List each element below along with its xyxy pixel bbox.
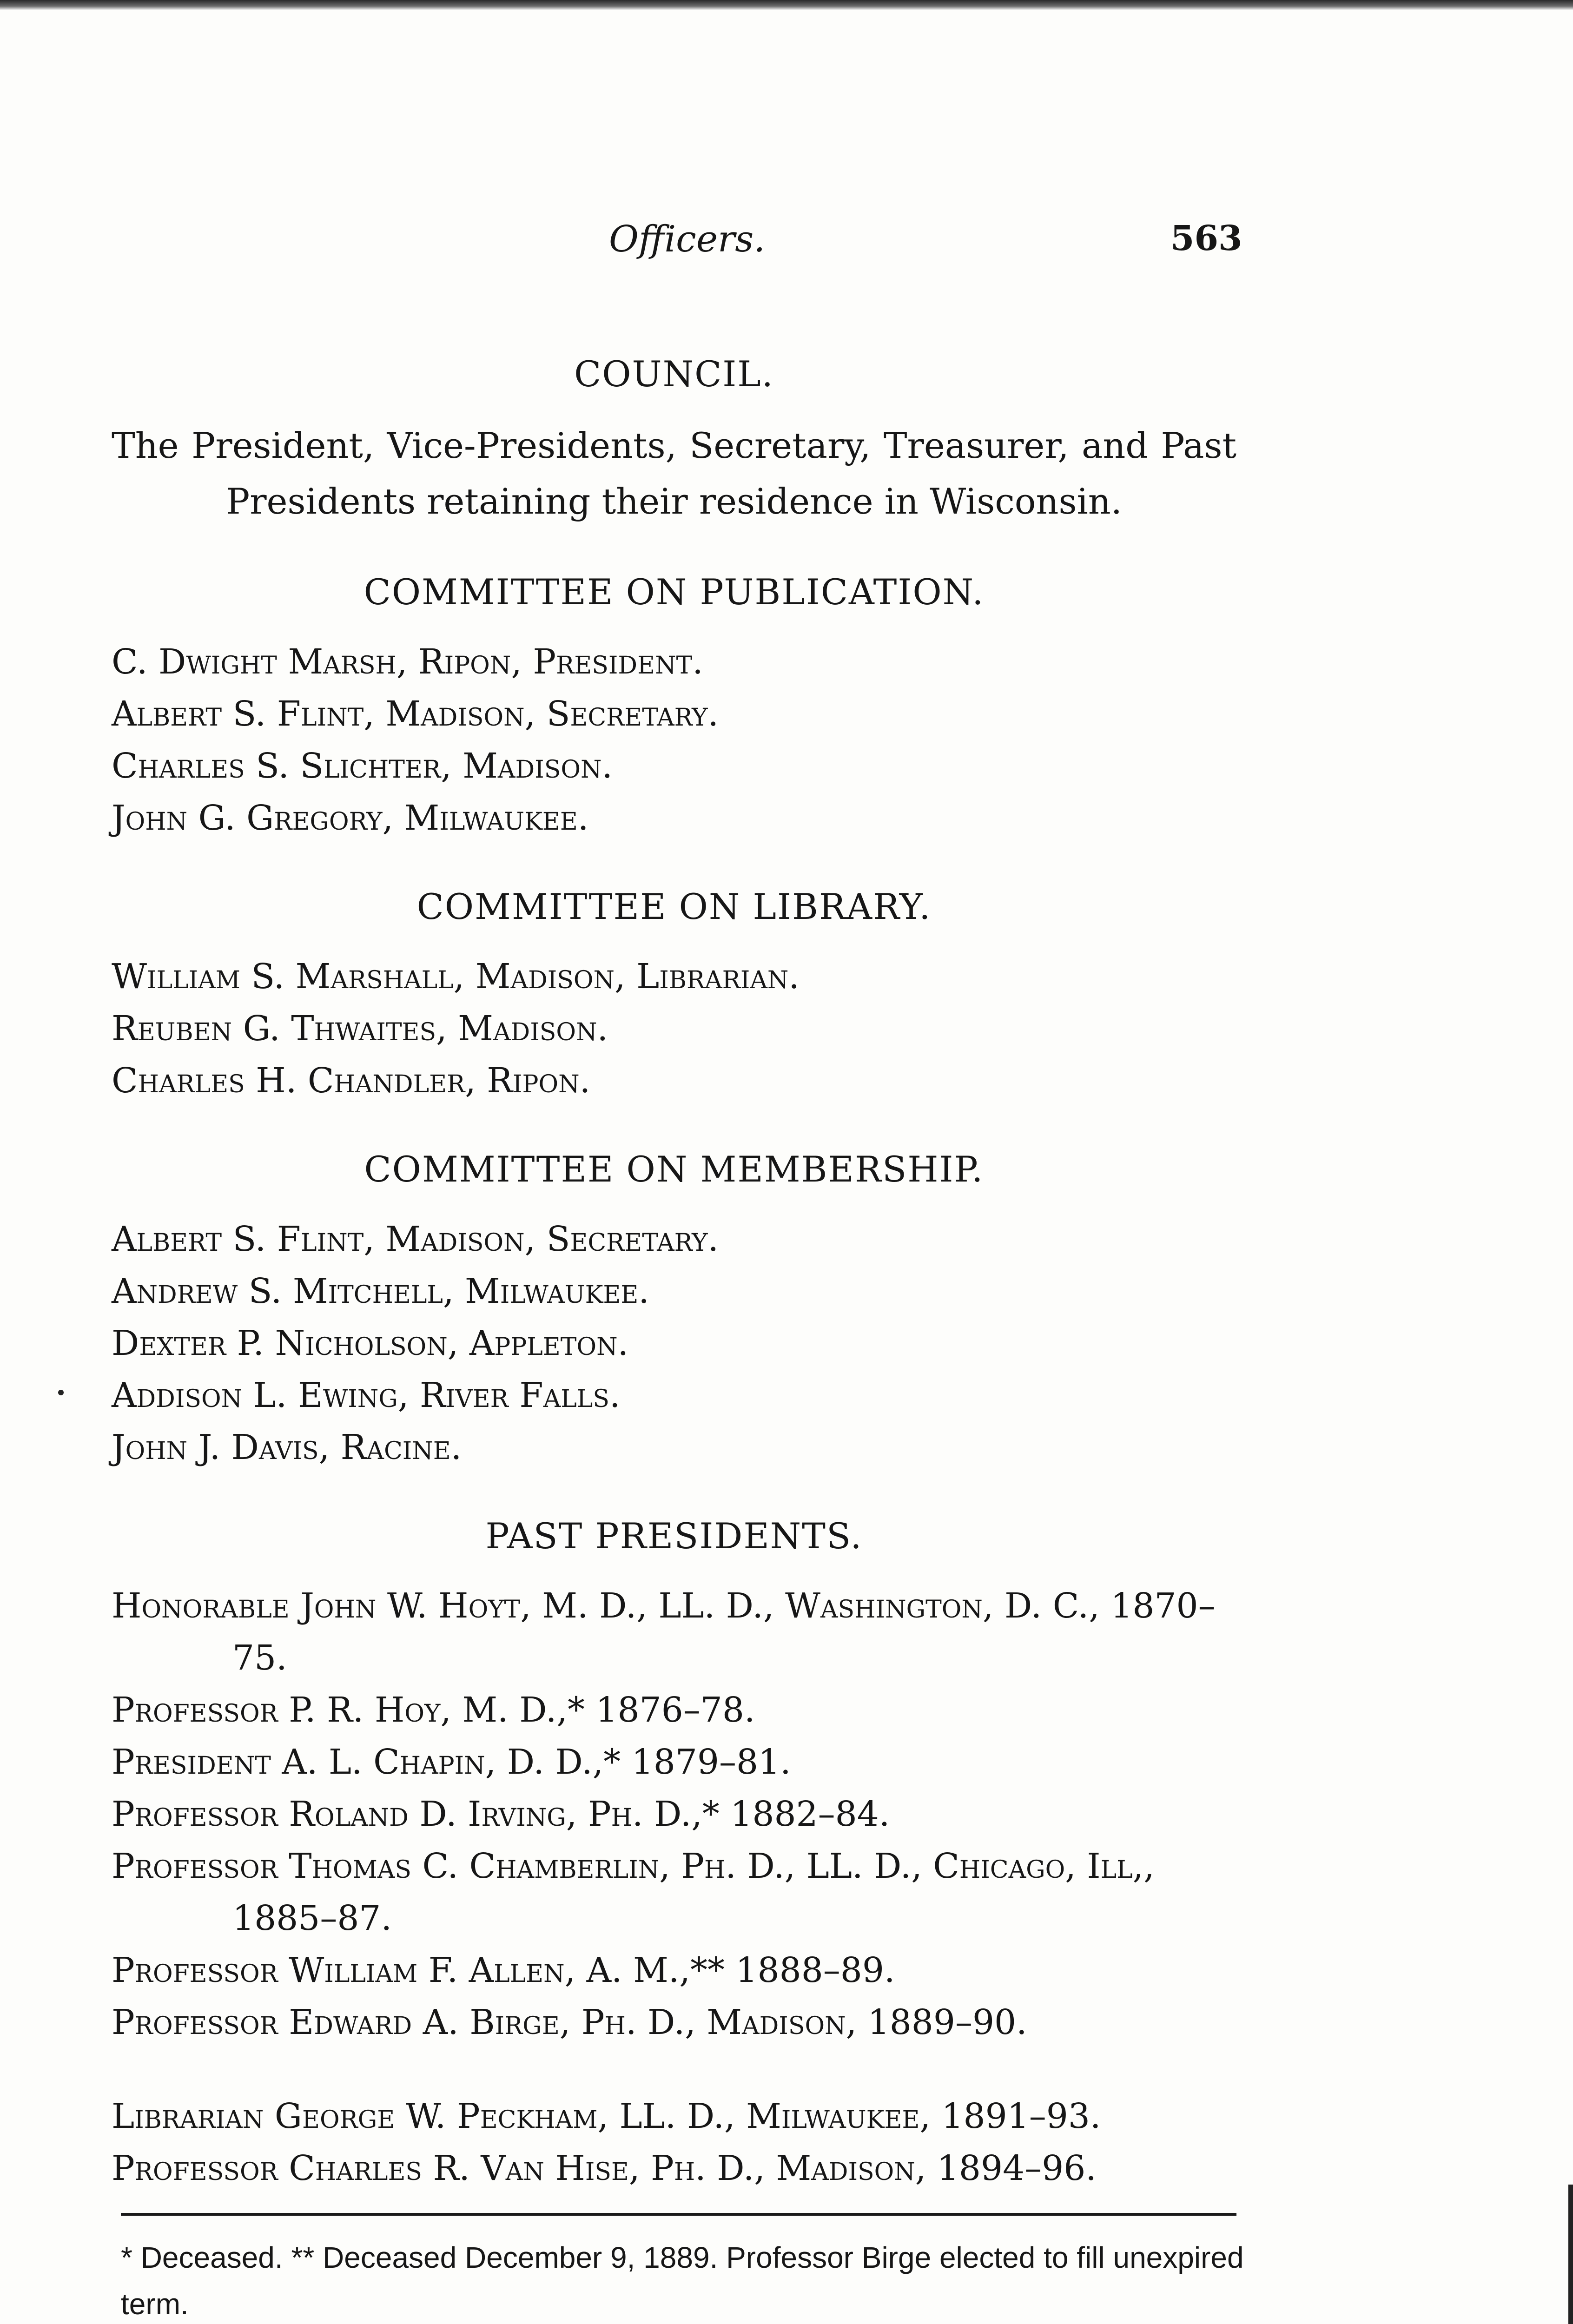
past-presidents-section (112, 1515, 1236, 2194)
past-president-entry: Librarian George W. Peckham, LL. D., Milwaukee, 1891–93. (112, 2096, 1101, 2136)
library-member: Reuben G. Thwaites, Madison. (112, 1009, 608, 1049)
council-section (112, 353, 1236, 529)
council-text: The President, Vice-Presidents, Secretary, Treasurer, and Past Presidents retaining their residence in Wisconsin. (112, 425, 1236, 522)
page-content (112, 353, 1244, 2324)
footnote-rule (121, 2213, 1236, 2216)
membership-member: Dexter P. Nicholson, Appleton. (112, 1323, 629, 1363)
scan-edge (0, 0, 1573, 10)
past-president-entry: President A. L. Chapin, D. D.,* 1879–81. (112, 1742, 791, 1782)
council-heading: COUNCIL. (574, 353, 774, 395)
publication-heading: COMMITTEE ON PUBLICATION. (364, 571, 985, 613)
past-president-entry: Professor Roland D. Irving, Ph. D.,* 1882–84. (112, 1794, 890, 1834)
page-number: 563 (1170, 218, 1243, 258)
past-president-entry: Professor William F. Allen, A. M.,** 1888–89. (112, 1950, 895, 1990)
past-president-entry: Professor Thomas C. Chamberlin, Ph. D., LL. D., Chicago, Ill,, 1885–87. (112, 1846, 1155, 1938)
past-presidents-heading: PAST PRESIDENTS. (485, 1515, 863, 1557)
membership-member: John J. Davis, Racine. (112, 1427, 462, 1467)
running-title: Officers. (609, 218, 766, 260)
past-president-entry: Honorable John W. Hoyt, M. D., LL. D., Washington, D. C., 1870–75. (112, 1586, 1216, 1678)
publication-section (112, 571, 1236, 844)
scan-edge-right (1568, 2185, 1573, 2324)
publication-member: Charles S. Slichter, Madison. (112, 746, 613, 786)
ink-speck (58, 1390, 64, 1395)
past-president-entry: Professor Charles R. Van Hise, Ph. D., Madison, 1894–96. (112, 2148, 1097, 2188)
membership-section (112, 1149, 1236, 1473)
section-gap (112, 2048, 1236, 2090)
library-section (112, 886, 1236, 1107)
membership-member: Addison L. Ewing, River Falls. (112, 1375, 621, 1415)
page-header (0, 218, 1573, 274)
library-member: William S. Marshall, Madison, Librarian. (112, 957, 800, 997)
past-president-entry: Professor Edward A. Birge, Ph. D., Madison, 1889–90. (112, 2002, 1027, 2042)
publication-member: Albert S. Flint, Madison, Secretary. (112, 694, 719, 734)
membership-heading: COMMITTEE ON MEMBERSHIP. (364, 1149, 984, 1190)
membership-member: Albert S. Flint, Madison, Secretary. (112, 1219, 719, 1259)
membership-member: Andrew S. Mitchell, Milwaukee. (112, 1271, 649, 1311)
library-member: Charles H. Chandler, Ripon. (112, 1061, 591, 1101)
library-heading: COMMITTEE ON LIBRARY. (416, 886, 932, 927)
past-president-entry: Professor P. R. Hoy, M. D.,* 1876–78. (112, 1690, 755, 1730)
footnote: * Deceased. ** Deceased December 9, 1889. Professor Birge elected to fill unexpired term. (121, 2241, 1244, 2321)
publication-member: John G. Gregory, Milwaukee. (112, 798, 589, 838)
publication-member: C. Dwight Marsh, Ripon, President. (112, 642, 703, 682)
